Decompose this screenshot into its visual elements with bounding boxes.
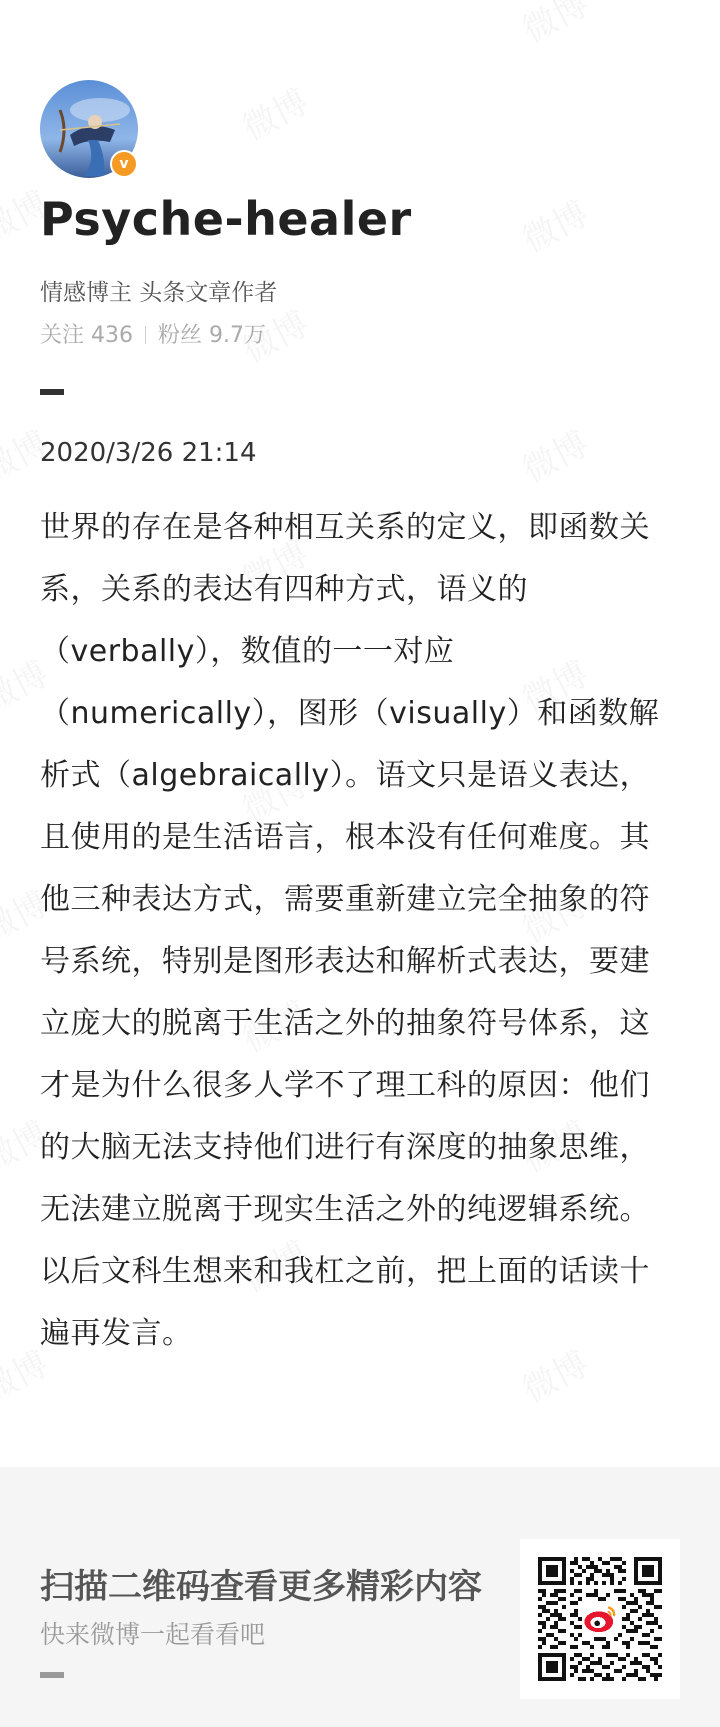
verified-badge-icon: v — [110, 150, 138, 178]
share-footer — [0, 1467, 720, 1727]
footer-subtitle: 快来微博一起看看吧 — [40, 1620, 266, 1649]
footer-divider — [40, 1672, 64, 1678]
qr-code-icon — [538, 1557, 662, 1681]
followers-label: 粉丝 — [158, 323, 203, 348]
watermark — [512, 417, 595, 492]
post-body — [40, 497, 680, 1365]
following-label: 关注 — [40, 323, 85, 348]
watermark — [512, 187, 595, 262]
post-paragraph: 以后文科生想来和我杠之前，把上面的话读十遍再发言。 — [40, 1254, 650, 1351]
section-divider — [40, 389, 64, 395]
stats-divider — [145, 326, 146, 344]
user-bio: 情感博主 头条文章作者 — [40, 280, 278, 306]
watermark — [512, 0, 595, 52]
post-paragraph: 世界的存在是各种相互关系的定义，即函数关系，关系的表达有四种方式，语义的（verbally），数值的一一对应（numerically），图形（visually）和函数解析式（algebraically）。语文只是语义表达，且使用的是生活语言，根本没有任何难度。其他三种表达方式，需要重新建立完全抽象的符号系统，特别是图形表达和解析式表达，要建立庞大的脱离于生活之外的抽象符号体系，这才是为什么很多人学不了理工科的原因：他们的大脑无法支持他们进行有深度的抽象思维，无法建立脱离于现实生活之外的纯逻辑系统。 — [40, 510, 660, 1227]
footer-title: 扫描二维码查看更多精彩内容 — [40, 1567, 482, 1607]
username[interactable]: Psyche-healer — [40, 192, 412, 246]
qr-code[interactable] — [520, 1539, 680, 1699]
profile-header — [40, 80, 680, 348]
user-stats — [40, 318, 266, 349]
avatar[interactable] — [40, 80, 138, 178]
post-timestamp: 2020/3/26 21:14 — [40, 438, 257, 468]
following-count: 436 — [91, 323, 134, 348]
followers-count: 9.7万 — [209, 323, 267, 348]
